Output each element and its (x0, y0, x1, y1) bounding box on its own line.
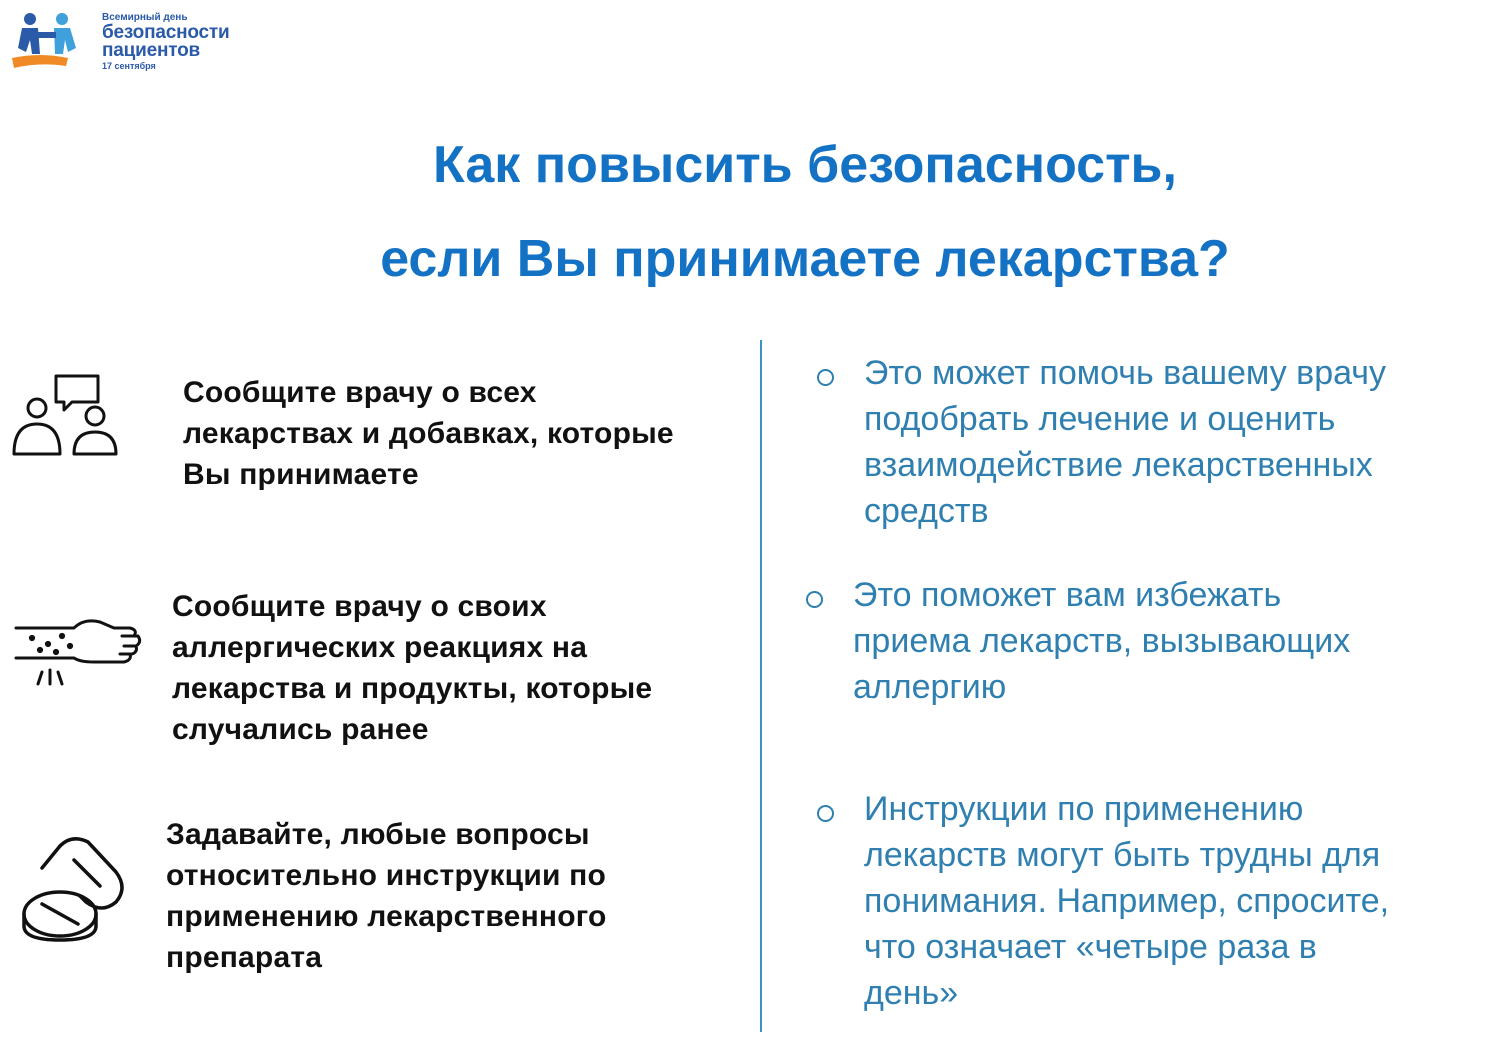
advice-3-line-3: применению лекарственного (166, 900, 607, 933)
advice-2-line-2: аллергических реакциях на (172, 631, 588, 664)
logo-date: 17 сентября (102, 61, 156, 71)
advice-2-line-1: Сообщите врачу о своих (172, 590, 547, 623)
advice-1-line-2: лекарствах и добавках, которые (183, 417, 674, 450)
reason-2-line-2: приема лекарств, вызывающих (853, 622, 1351, 660)
pills-icon (20, 832, 130, 944)
patient-safety-logo-icon (10, 8, 92, 74)
reason-3-line-4: что означает «четыре раза в (864, 928, 1317, 966)
reason-2-line-3: аллергию (853, 668, 1007, 706)
reason-3-line-1: Инструкции по применению (864, 790, 1304, 828)
title-line-2: если Вы принимаете лекарства? (380, 230, 1230, 288)
advice-1-line-1: Сообщите врачу о всех (183, 376, 537, 409)
reason-3-line-5: день» (864, 974, 959, 1012)
title-line-1: Как повысить безопасность, (433, 136, 1177, 194)
reason-1-line-4: средств (864, 492, 989, 530)
reason-3-line-3: понимания. Например, спросите, (864, 882, 1390, 920)
advice-1-line-3: Вы принимаете (183, 458, 419, 491)
advice-text-3 (166, 814, 607, 978)
reason-3-line-2: лекарств могут быть трудны для (864, 836, 1381, 874)
advice-3-line-2: относительно инструкции по (166, 859, 606, 892)
logo-line-1: Всемирный день (102, 12, 188, 23)
reason-2-line-1: Это поможет вам избежать (853, 576, 1282, 614)
allergy-arm-icon (14, 614, 142, 696)
logo-line-2: безопасности (102, 22, 230, 43)
reason-1-line-3: взаимодействие лекарственных (864, 446, 1373, 484)
page-title (0, 118, 1500, 306)
reason-1-line-2: подобрать лечение и оценить (864, 400, 1336, 438)
advice-3-line-4: препарата (166, 941, 323, 974)
advice-2-line-3: лекарства и продукты, которые (172, 672, 653, 705)
event-logo (10, 8, 270, 78)
advice-3-line-1: Задавайте, любые вопросы (166, 818, 590, 851)
bullet-icon (817, 369, 834, 386)
logo-line-3: пациентов (102, 40, 200, 61)
people-conversation-icon (10, 372, 120, 458)
reason-1-line-1: Это может помочь вашему врачу (864, 354, 1386, 392)
advice-text-1 (183, 372, 674, 495)
column-divider (760, 340, 762, 1032)
bullet-icon (817, 805, 834, 822)
advice-2-line-4: случались ранее (172, 713, 429, 746)
bullet-icon (806, 591, 823, 608)
advice-text-2 (172, 586, 652, 750)
